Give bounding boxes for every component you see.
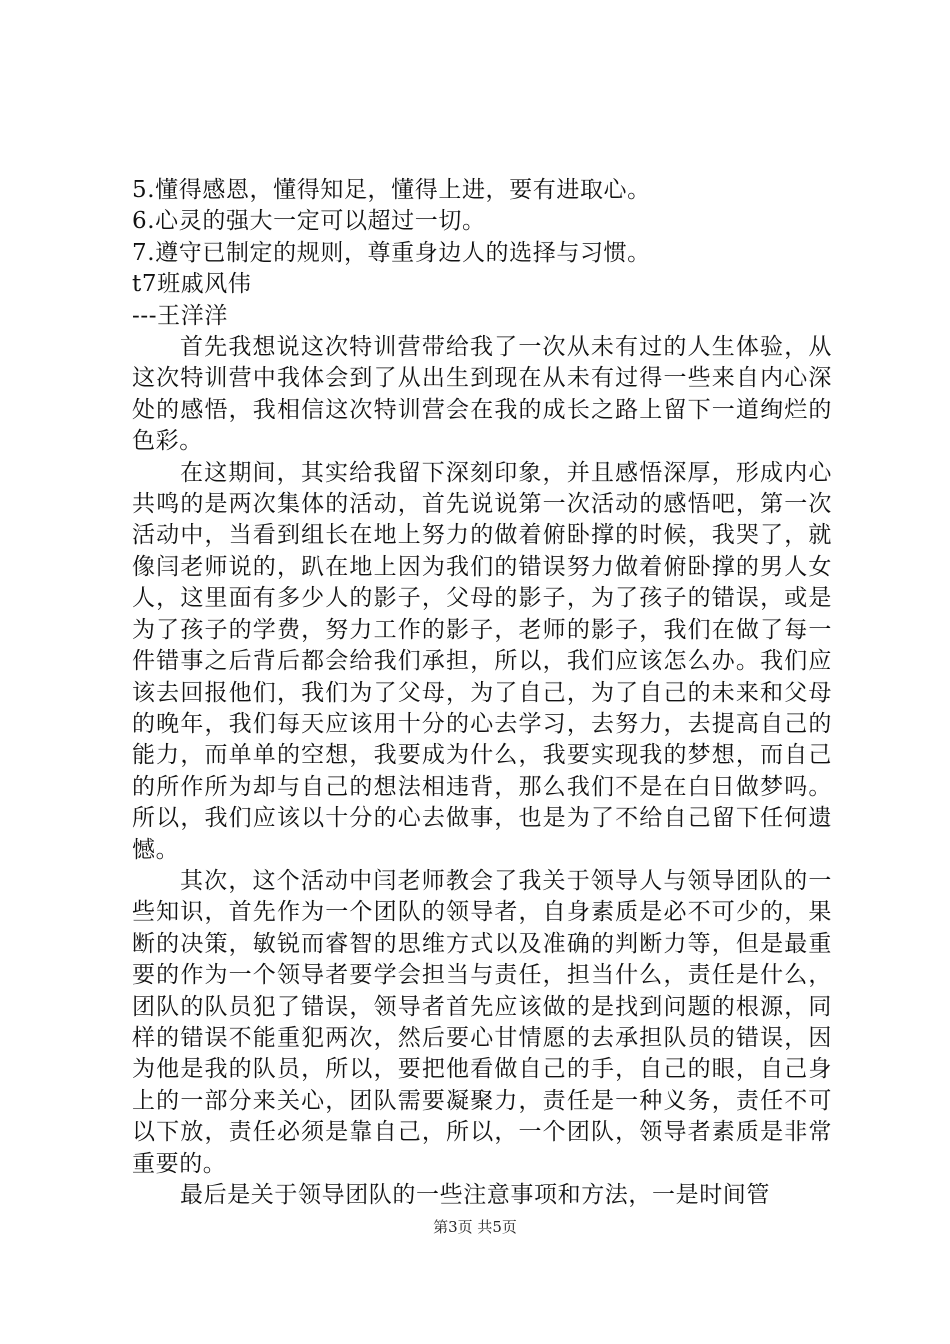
list-item-5: 5.懂得感恩，懂得知足，懂得上进，要有进取心。 bbox=[132, 177, 651, 203]
page-footer: 第3页 共5页 bbox=[433, 1218, 517, 1236]
list-item-7: 7.遵守已制定的规则，尊重身边人的选择与习惯。 bbox=[132, 239, 651, 266]
paragraph-final: 最后是关于领导团队的一些注意事项和方法，一是时间管 bbox=[180, 1182, 770, 1208]
paragraph-leadership: 其次，这个活动中闫老师教会了我关于领导人与领导团队的一些知识，首先作为一个团队的领导者，自身素质是必不可少的，果断的决策，敏锐而睿智的思维方式以及准确的判断力等，但是最重要的作为一个领导者要学会担当与责任，担当什么，责任是什么，团队的队员犯了错误，领导者首先应该做的是找到问题的根源，同样的错误不能重犯两次，然后要心甘情愿的去承担队员的错误，因为他是我的队员，所以，要把他看做自己的手，自己的眼，自己身上的一部分来关心，团队需要凝聚力，责任是一种义务，责任不可以下放，责任必须是靠自己，所以，一个团队，领导者素质是非常重要的。 bbox=[132, 867, 832, 1177]
paragraph-intro: 首先我想说这次特训营带给我了一次从未有过的人生体验，从这次特训营中我体会到了从出生到现在从未有过得一些来自内心深处的感悟，我相信这次特训营会在我的成长之路上留下一道绚烂的色彩。 bbox=[132, 334, 832, 455]
paragraph-first-activity: 在这期间，其实给我留下深刻印象，并且感悟深厚，形成内心共鸣的是两次集体的活动，首先说说第一次活动的感悟吧，第一次活动中，当看到组长在地上努力的做着俯卧撑的时候，我哭了，就像闫老师说的，趴在地上因为我们的错误努力做着俯卧撑的男人女人，这里面有多少人的影子，父母的影子，为了孩子的错误，或是为了孩子的学费，努力工作的影子，老师的影子，我们在做了每一件错事之后背后都会给我们承担，所以，我们应该怎么办。我们应该去回报他们，我们为了父母，为了自己，为了自己的未来和父母的晚年，我们每天应该用十分的心去学习，去努力，去提高自己的能力，而单单的空想，我要成为什么，我要实现我的梦想，而自己的所作所为却与自己的想法相违背，那么我们不是在白日做梦吗。所以，我们应该以十分的心去做事，也是为了不给自己留下任何遗憾。 bbox=[132, 459, 832, 863]
document-body bbox=[132, 175, 832, 1211]
list-item-6: 6.心灵的强大一定可以超过一切。 bbox=[132, 208, 486, 235]
class-author-line: t7班戚风伟 bbox=[132, 271, 252, 298]
author-signature-line: ---王洋洋 bbox=[132, 302, 228, 329]
